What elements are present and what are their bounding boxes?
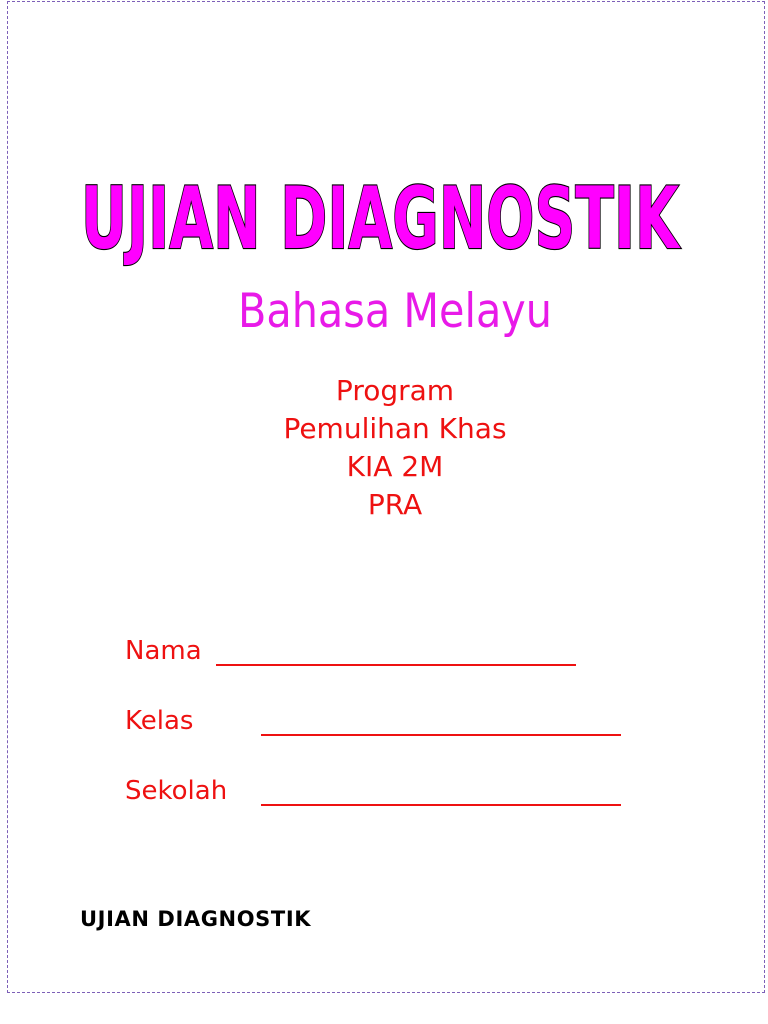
subject-title: Bahasa Melayu [238,284,552,339]
program-line-1: Program [335,374,455,407]
class-blank-line [261,734,621,736]
name-label: Nama [125,636,202,666]
program-line-4: PRA [367,488,423,521]
class-label: Kelas [125,706,194,736]
name-blank-line [216,664,576,666]
school-blank-line [261,804,621,806]
school-label: Sekolah [125,776,228,806]
program-line-3: KIA 2M [346,450,444,483]
program-line-2: Pemulihan Khas [283,412,507,445]
cover-title-text: UJIAN DIAGNOSTIK [81,169,682,269]
cover-title [0,160,768,270]
footer-title: UJIAN DIAGNOSTIK [80,907,312,931]
